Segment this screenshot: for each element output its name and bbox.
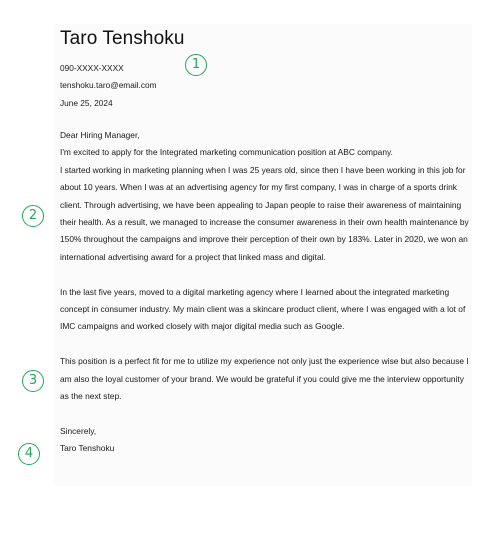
signature: Taro Tenshoku <box>60 443 115 454</box>
fit-paragraph: This position is a perfect fit for me to utilize my experience not only just the experience wise but also because I am also the loyal customer of your brand. We would be grateful if you could give me the interview opportunity as the next step. <box>60 356 469 402</box>
section-marker-4: 4 <box>18 443 40 465</box>
paragraph-spacer <box>60 405 470 422</box>
letter-date: June 25, 2024 <box>60 97 113 108</box>
letter-body <box>60 127 470 458</box>
phone-number: 090-XXXX-XXXX <box>60 63 124 73</box>
section-marker-3: 3 <box>22 370 44 392</box>
recent-experience-paragraph: In the last five years, moved to a digital marketing agency where I learned about the integrated marketing concept in consumer industry. My main client was a skincare product client, where I was engaged with a lot of IMC campaigns and worked closely with major digital media such as Google. <box>60 286 466 332</box>
cover-letter <box>54 24 472 486</box>
section-marker-2: 2 <box>22 205 44 227</box>
closing: Sincerely, <box>60 425 97 436</box>
paragraph-spacer <box>60 336 470 353</box>
contact-block <box>60 60 157 112</box>
intro-line: I'm excited to apply for the Integrated marketing communication position at ABC company. <box>60 147 393 158</box>
section-marker-1: 1 <box>185 54 207 76</box>
applicant-name: Taro Tenshoku <box>60 28 185 49</box>
paragraph-spacer <box>60 266 470 283</box>
experience-paragraph: I started working in marketing planning when I was 25 years old, since then I have been working in this job for about 10 years. When I was at an advertising agency for my first company, I was in charge of a sports drink client. Through advertising, we have been appealing to Japan people to raise their awareness of maintaining their health. As a result, we managed to increase the consumer awareness in their own health maintenance by 150% throughout the campaigns and improve their perception of their own by 183%. Later in 2020, we won an international advertising award for a project that linked mass and digital. <box>60 164 469 262</box>
greeting: Dear Hiring Manager, <box>60 130 140 140</box>
email-address: tenshoku.taro@email.com <box>60 80 157 91</box>
